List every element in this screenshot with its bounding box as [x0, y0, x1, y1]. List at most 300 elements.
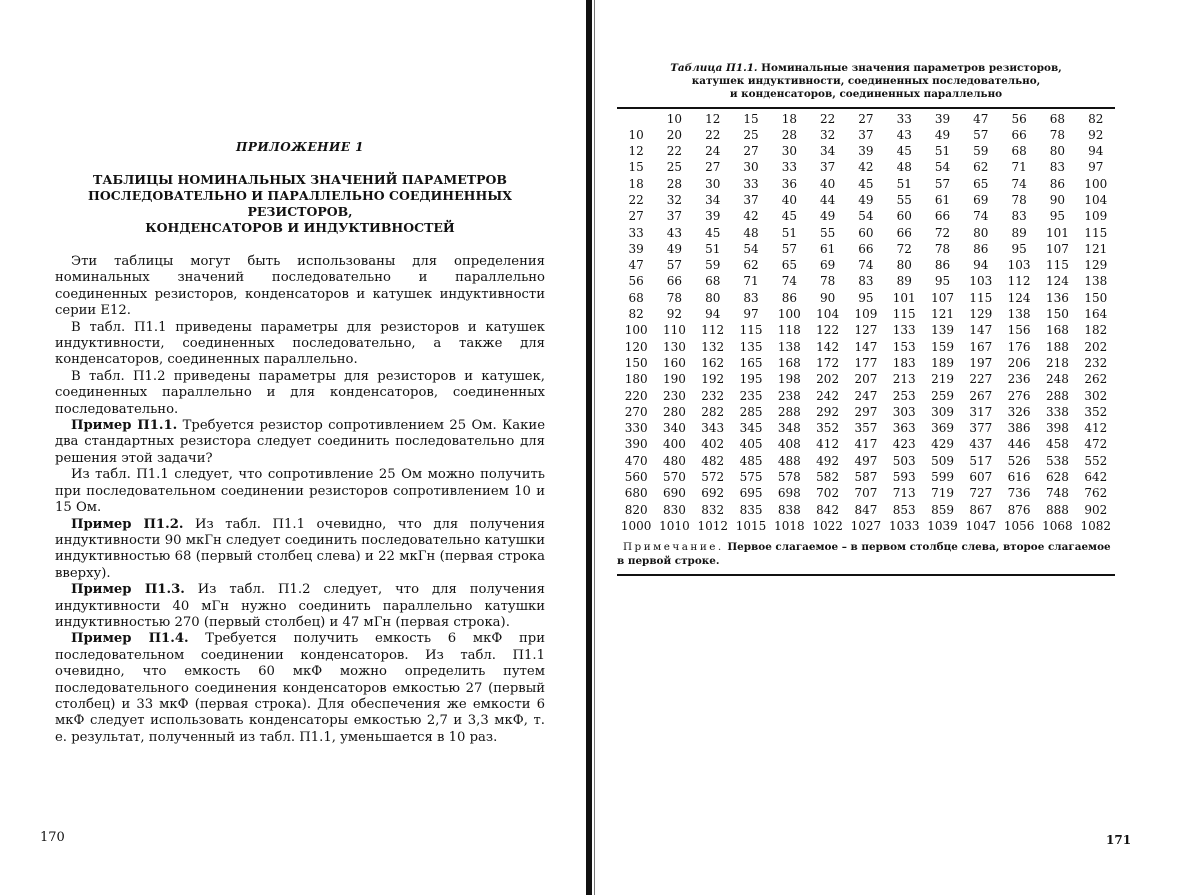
table-cell: 582 [816, 470, 840, 485]
table-row [617, 273, 1115, 289]
table-cell: 369 [931, 421, 954, 436]
table-row [617, 192, 1115, 208]
table-cell: 68 [628, 290, 644, 305]
table-cell: 227 [969, 372, 993, 387]
table-cell: 317 [969, 404, 993, 419]
table-cell: 49 [858, 192, 874, 207]
paragraph [55, 467, 545, 516]
table-cell: 55 [896, 192, 912, 207]
table-cell: 150 [624, 355, 648, 370]
table-cell: 104 [816, 307, 840, 322]
table-cell: 458 [1045, 437, 1069, 452]
table-cell: 470 [624, 453, 648, 468]
table-cell: 66 [934, 209, 951, 224]
table-cell: 1039 [927, 518, 958, 533]
table-cell: 575 [739, 470, 763, 485]
table-cell: 39 [934, 111, 951, 126]
table-cell: 30 [705, 176, 721, 191]
table-cell: 37 [743, 192, 759, 207]
table-cell: 95 [934, 274, 951, 289]
table-cell: 47 [973, 111, 989, 126]
table-cell: 1033 [888, 518, 920, 533]
table-cell: 762 [1084, 486, 1108, 501]
table-cell: 492 [816, 453, 840, 468]
table-cell: 400 [662, 437, 686, 452]
chapter-title-line: КОНДЕНСАТОРОВ И ИНДУКТИВНОСТЕЙ [145, 220, 455, 235]
table-cell: 736 [1007, 486, 1031, 501]
table-cell: 61 [934, 192, 951, 207]
table-cell: 40 [781, 192, 797, 207]
paragraph [55, 631, 545, 746]
table-cell: 303 [892, 404, 916, 419]
table-cell: 100 [777, 307, 801, 322]
table-cell: 156 [1007, 323, 1031, 338]
table-cell: 55 [819, 225, 836, 240]
table-cell: 230 [662, 388, 686, 403]
table-cell [617, 111, 655, 127]
table-cell: 587 [854, 470, 878, 485]
table-cell: 262 [1084, 372, 1108, 387]
table-cell: 83 [1049, 160, 1066, 175]
table-cell: 132 [701, 339, 725, 354]
chapter-title-line: ТАБЛИЦЫ НОМИНАЛЬНЫХ ЗНАЧЕНИЙ ПАРАМЕТРОВ [93, 172, 507, 187]
table-cell: 37 [666, 209, 683, 224]
table-cell: 43 [896, 127, 912, 142]
table-cell: 247 [854, 388, 878, 403]
table-cell: 69 [973, 192, 989, 207]
table-cell: 60 [896, 209, 912, 224]
table-cell: 180 [624, 372, 648, 387]
table-cell: 172 [816, 355, 840, 370]
table-cell: 160 [662, 355, 686, 370]
table-cell: 386 [1007, 421, 1031, 436]
table-cell: 33 [743, 176, 759, 191]
paragraph [55, 517, 545, 583]
table-cell: 78 [819, 274, 836, 289]
table-cell: 628 [1045, 470, 1069, 485]
table-cell: 86 [781, 290, 797, 305]
table-cell: 288 [777, 404, 801, 419]
table-cell: 1047 [965, 518, 997, 533]
table-row [617, 208, 1115, 224]
table-cell: 830 [662, 502, 686, 517]
table-cell: 39 [858, 144, 874, 159]
table-row [617, 257, 1115, 273]
table-cell: 120 [624, 339, 648, 354]
paragraph-text: Требуется получить емкость 6 мкФ при последовательном соединении конденсаторов. Из табл. П1.1 очевидно, что емкость 60 мкФ можно определить путем последовательного соединения конденсаторов емкостью 27 (первый столбец) и 33 мкФ (первая строка). Для обеспечения же емкости 6 мкФ следует использовать конденсаторы емкостью 2,7 и 3,3 мкФ, т. е. результат, полученный из табл. П1.1, уменьшается в 10 раз. [55, 631, 545, 745]
table-cell: 97 [1088, 160, 1104, 175]
table-cell: 25 [743, 127, 759, 142]
table-cell: 1015 [735, 518, 767, 533]
table-cell: 847 [854, 502, 878, 517]
table-cell: 142 [816, 339, 840, 354]
table-cell: 115 [1045, 258, 1069, 273]
table-cell: 560 [624, 470, 648, 485]
table-cell: 72 [934, 225, 951, 240]
table-cell: 902 [1084, 502, 1108, 517]
table-cell: 162 [701, 355, 725, 370]
table-cell: 42 [858, 160, 874, 175]
table-cell: 18 [628, 176, 644, 191]
table-cell: 107 [1045, 241, 1069, 256]
table-cell: 97 [743, 307, 759, 322]
table-cell: 95 [858, 290, 874, 305]
table-cell: 80 [705, 290, 721, 305]
table-cell: 71 [743, 274, 759, 289]
table-cell: 30 [781, 144, 797, 159]
table-row [617, 371, 1115, 387]
table-cell: 405 [739, 437, 763, 452]
table-cell: 727 [969, 486, 993, 501]
paragraph [55, 320, 545, 369]
table-cell: 138 [1007, 307, 1031, 322]
table-top-rule [617, 107, 1115, 109]
table-cell: 412 [1084, 421, 1108, 436]
table-cell: 642 [1084, 470, 1108, 485]
table-cell: 72 [896, 241, 912, 256]
paragraph-text: В табл. П1.1 приведены параметры для резисторов и катушек индуктивности, соединенных последовательно, а также для конденсаторов, соединенных параллельно. [55, 319, 545, 368]
table-cell: 195 [739, 372, 763, 387]
table-cell: 159 [931, 339, 954, 354]
table-cell: 147 [854, 339, 878, 354]
table-cell: 78 [1049, 127, 1066, 142]
table-cell: 48 [896, 160, 912, 175]
table-cell: 101 [1045, 225, 1069, 240]
table-cell: 121 [1084, 241, 1108, 256]
table-cell: 1082 [1080, 518, 1112, 533]
table-cell: 138 [1084, 274, 1108, 289]
table-cell: 259 [931, 388, 954, 403]
table-cell: 820 [624, 502, 648, 517]
body-text [55, 254, 545, 746]
table-cell: 197 [969, 355, 993, 370]
table-cell: 80 [1049, 144, 1066, 159]
table-row [617, 306, 1115, 322]
table-cell: 68 [1049, 111, 1066, 126]
table-cell: 12 [628, 144, 644, 159]
table-cell: 153 [892, 339, 916, 354]
table-cell: 82 [628, 307, 644, 322]
paragraph-text: В табл. П1.2 приведены параметры для резисторов и катушек, соединенных параллельно и для конденсаторов, соединенных последовательно. [55, 368, 545, 417]
table-cell: 12 [705, 111, 721, 126]
table-cell: 719 [931, 486, 954, 501]
table-cell: 32 [819, 127, 836, 142]
table-cell: 423 [892, 437, 916, 452]
table-cell: 94 [1088, 144, 1104, 159]
table-row [617, 404, 1115, 420]
table-cell: 150 [1084, 290, 1108, 305]
table-cell: 92 [666, 307, 683, 322]
right-page [617, 62, 1115, 576]
table-cell: 51 [934, 144, 951, 159]
table-cell: 18 [781, 111, 797, 126]
table-cell: 267 [969, 388, 993, 403]
table-cell: 192 [701, 372, 725, 387]
table-cell: 109 [1084, 209, 1108, 224]
table-cell: 232 [1084, 355, 1108, 370]
table-cell: 89 [1011, 225, 1027, 240]
table-cell: 20 [666, 127, 683, 142]
table-cell: 1000 [620, 518, 652, 533]
table-cell: 92 [1088, 127, 1104, 142]
table-cell: 408 [777, 437, 801, 452]
table-caption-line: и конденсаторов, соединенных параллельно [729, 88, 1003, 100]
table-cell: 62 [743, 258, 759, 273]
table-cell: 36 [781, 176, 797, 191]
table-cell: 168 [777, 355, 801, 370]
table-cell: 288 [1045, 388, 1069, 403]
table-cell: 482 [701, 453, 725, 468]
table-cell: 139 [931, 323, 954, 338]
table-cell: 859 [931, 502, 954, 517]
table-cell: 135 [739, 339, 763, 354]
table-cell: 49 [934, 127, 951, 142]
table-cell: 103 [969, 274, 993, 289]
table-cell: 47 [628, 258, 644, 273]
table-cell: 24 [705, 144, 721, 159]
paragraph [55, 254, 545, 320]
table-cell: 43 [666, 225, 683, 240]
table-cell: 593 [892, 470, 916, 485]
table-cell: 122 [816, 323, 840, 338]
table-cell: 832 [701, 502, 725, 517]
table-cell: 22 [666, 144, 683, 159]
table-cell: 115 [1084, 225, 1108, 240]
table-cell: 1018 [774, 518, 805, 533]
table-cell: 15 [628, 160, 644, 175]
table-cell: 352 [1084, 404, 1108, 419]
table-cell: 248 [1045, 372, 1069, 387]
table-caption-line: Номинальные значения параметров резисторов, [757, 62, 1062, 74]
table-cell: 83 [743, 290, 759, 305]
table-cell: 74 [781, 274, 797, 289]
table-cell: 30 [743, 160, 759, 175]
table-cell: 206 [1007, 355, 1031, 370]
table-cell: 86 [934, 258, 951, 273]
table-cell: 110 [662, 323, 686, 338]
table-cell: 65 [973, 176, 989, 191]
table-cell: 526 [1007, 453, 1031, 468]
table-cell: 51 [781, 225, 797, 240]
table-cell: 22 [705, 127, 721, 142]
table-cell: 60 [858, 225, 874, 240]
table-cell: 838 [777, 502, 801, 517]
table-cell: 238 [777, 388, 801, 403]
table-cell: 74 [973, 209, 989, 224]
table-cell: 129 [969, 307, 993, 322]
table-cell: 27 [628, 209, 644, 224]
left-page [55, 140, 545, 746]
table-cell: 177 [854, 355, 878, 370]
table-cell: 707 [854, 486, 878, 501]
table-cell: 27 [858, 111, 874, 126]
table-cell: 32 [666, 192, 683, 207]
table-cell: 37 [858, 127, 874, 142]
table-cell: 112 [1007, 274, 1031, 289]
table-cell: 103 [1007, 258, 1031, 273]
table-cell: 599 [931, 470, 954, 485]
table-row [617, 143, 1115, 159]
table-cell: 83 [858, 274, 874, 289]
table-cell: 39 [705, 209, 721, 224]
table-cell: 690 [662, 486, 686, 501]
table-cell: 118 [777, 323, 801, 338]
table-cell: 345 [739, 421, 763, 436]
table-row [617, 241, 1115, 257]
paragraph-text: Эти таблицы могут быть использованы для определения номинальных значений последовательно и параллельно соединенных резисторов, конденсаторов и катушек индуктивности серии Е12. [55, 254, 545, 319]
table-cell: 480 [662, 453, 686, 468]
table-cell: 412 [816, 437, 840, 452]
table-cell: 164 [1084, 307, 1108, 322]
table-cell: 28 [666, 176, 683, 191]
table-cell: 202 [1084, 339, 1108, 354]
table-cell: 578 [777, 470, 801, 485]
table-row [617, 388, 1115, 404]
table-cell: 54 [934, 160, 951, 175]
table-cell: 94 [973, 258, 989, 273]
table-cell: 446 [1007, 437, 1031, 452]
table-cell: 61 [819, 241, 836, 256]
table-cell: 297 [854, 404, 878, 419]
table-cell: 488 [777, 453, 801, 468]
table-cell: 74 [858, 258, 874, 273]
table-cell: 1022 [812, 518, 843, 533]
table-cell: 220 [624, 388, 648, 403]
table-cell: 235 [739, 388, 763, 403]
table-cell: 107 [931, 290, 954, 305]
table-cell: 437 [969, 437, 993, 452]
table-row [617, 339, 1115, 355]
table-row [617, 159, 1115, 175]
table-cell: 129 [1084, 258, 1108, 273]
paragraph-text: Из табл. П1.2 следует, что для получения индуктивности 40 мГн нужно соединить параллельно катушки индуктивностью 270 (первый столбец) и 47 мГн (первая строка). [55, 582, 545, 630]
table-cell: 49 [819, 209, 836, 224]
table-cell: 338 [1045, 404, 1069, 419]
table-cell: 42 [743, 209, 759, 224]
table-cell: 402 [701, 437, 725, 452]
table-cell: 101 [892, 290, 916, 305]
table-cell: 45 [896, 144, 912, 159]
table-cell: 82 [1088, 111, 1104, 126]
table-cell: 189 [931, 355, 954, 370]
table-cell: 90 [819, 290, 836, 305]
table-row [617, 518, 1115, 534]
table-cell: 276 [1007, 388, 1031, 403]
table-cell: 56 [628, 274, 644, 289]
paragraph-text: Из табл. П1.1 очевидно, что для получения индуктивности 90 мкГн следует соединить последовательно катушки индуктивностью 68 (первый столбец слева) и 22 мкГн (первая строка вверху). [55, 516, 545, 581]
paragraph [55, 418, 545, 467]
table-cell: 183 [892, 355, 916, 370]
table-cell: 309 [931, 404, 954, 419]
table-cell: 54 [858, 209, 874, 224]
table-cell: 352 [816, 421, 840, 436]
table-row [617, 225, 1115, 241]
table-row [617, 127, 1115, 143]
table-cell: 343 [701, 421, 725, 436]
table-cell: 104 [1084, 192, 1108, 207]
table-cell: 429 [931, 437, 954, 452]
table-cell: 80 [896, 258, 912, 273]
table-cell: 80 [973, 225, 989, 240]
table-cell: 692 [701, 486, 725, 501]
table-cell: 167 [969, 339, 993, 354]
table-cell: 49 [666, 241, 683, 256]
table-cell: 485 [739, 453, 763, 468]
table-cell: 22 [819, 111, 836, 126]
table-cell: 59 [705, 258, 721, 273]
table-cell: 270 [624, 404, 648, 419]
table-note-text: Первое слагаемое – в первом столбце слева, второе слагаемое в первой строке. [617, 541, 1111, 568]
table-cell: 713 [892, 486, 916, 501]
table-cell: 57 [934, 176, 951, 191]
table-cell: 133 [892, 323, 916, 338]
table-cell: 56 [1011, 111, 1027, 126]
table-caption [617, 62, 1115, 101]
table-cell: 182 [1084, 323, 1108, 338]
table-cell: 25 [666, 160, 683, 175]
table-cell: 54 [743, 241, 759, 256]
table-caption-label: Таблица П1.1. [670, 62, 758, 74]
chapter-title [55, 172, 545, 236]
table-cell: 39 [628, 241, 644, 256]
book-spine-shadow [594, 0, 595, 895]
table-cell: 348 [777, 421, 801, 436]
table-row [617, 420, 1115, 436]
table-cell: 115 [892, 307, 916, 322]
table-cell: 124 [1045, 274, 1069, 289]
table-row [617, 355, 1115, 371]
table-cell: 207 [854, 372, 878, 387]
table-cell: 1027 [850, 518, 882, 533]
table-cell: 292 [816, 404, 840, 419]
table-cell: 34 [705, 192, 721, 207]
table-cell: 136 [1045, 290, 1069, 305]
table-cell: 78 [1011, 192, 1027, 207]
table-cell: 165 [739, 355, 763, 370]
table-cell: 45 [858, 176, 874, 191]
table-cell: 27 [705, 160, 721, 175]
table-cell: 570 [662, 470, 686, 485]
table-cell: 147 [969, 323, 993, 338]
table-cell: 748 [1045, 486, 1069, 501]
table-cell: 115 [969, 290, 993, 305]
table-cell: 109 [854, 307, 878, 322]
table-cell: 45 [705, 225, 721, 240]
table-cell: 377 [969, 421, 993, 436]
table-cell: 51 [896, 176, 912, 191]
table-cell: 57 [666, 258, 683, 273]
paragraph [55, 369, 545, 418]
table-cell: 302 [1084, 388, 1108, 403]
table-cell: 232 [701, 388, 725, 403]
table-note [617, 540, 1115, 568]
chapter-title-line: ПОСЛЕДОВАТЕЛЬНО И ПАРАЛЛЕЛЬНО СОЕДИНЕННЫХ РЕЗИСТОРОВ, [88, 188, 512, 219]
table-cell: 33 [781, 160, 797, 175]
table-cell: 218 [1045, 355, 1069, 370]
table-cell: 48 [743, 225, 759, 240]
table-cell: 59 [973, 144, 989, 159]
table-cell: 86 [973, 241, 989, 256]
table-row [617, 453, 1115, 469]
table-row [617, 290, 1115, 306]
example-label: Пример П1.2. [71, 516, 184, 532]
table-cell: 71 [1011, 160, 1027, 175]
table-cell: 28 [781, 127, 797, 142]
table-cell: 121 [931, 307, 954, 322]
table-cell: 27 [743, 144, 759, 159]
table-row [617, 485, 1115, 501]
table-cell: 572 [701, 470, 725, 485]
